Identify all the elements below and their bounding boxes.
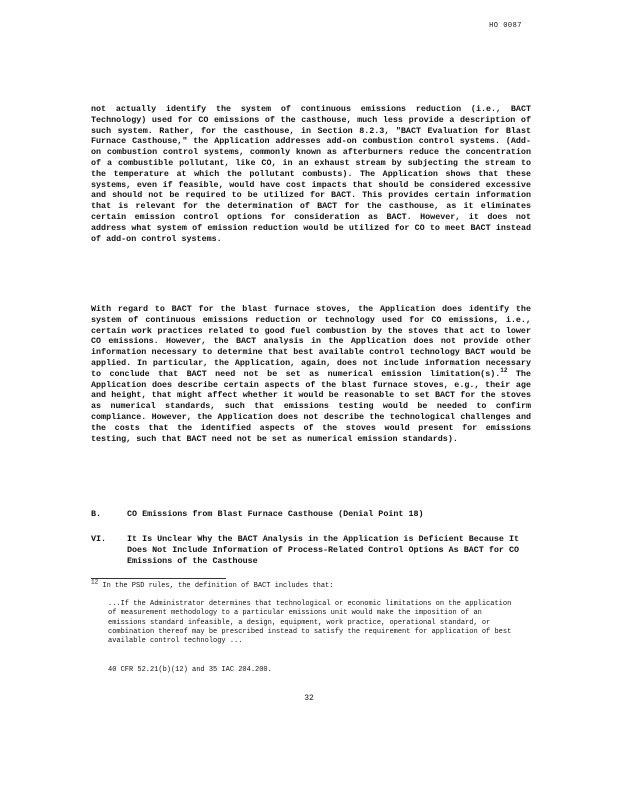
footnote-divider <box>91 578 226 579</box>
section-vi-number: VI. <box>91 534 107 544</box>
footnote-intro-text: In the PSD rules, the definition of BACT includes that: <box>98 582 334 590</box>
footnote-citation: 40 CFR 52.21(b)(12) and 35 IAC 204.200. <box>108 666 272 674</box>
body-paragraph-stoves <box>91 304 531 444</box>
footnote-quote: ...If the Administrator determines that technological or economic limitations on the application of measurement methodology to a particular emissions unit would make the imposition of an emissions standard infeasible, a design, equipment, work practice, operational standard, or combination thereof may be prescribed instead to satisfy the requirement for application of best available control technology ... <box>108 600 512 646</box>
body-paragraph-casthouse: not actually identify the system of continuous emissions reduction (i.e., BACT Technology) used for CO emissions of the casthouse, much less provide a description of such system. Rather, for the casthouse, in Section 8.2.3, "BACT Evaluation for Blast Furnace Casthouse," the Application addresses add-on combustion control systems. (Add-on combustion control systems, commonly known as afterburners reduce the concentration of a combustible pollutant, like CO, in an exhaust stream by subjecting the stream to the temperature at which the pollutant combusts). The Application shows that these systems, even if feasible, would have cost impacts that should be considered excessive and should not be required to be utilized for BACT. This provides certain information that is relevant for the determination of BACT for the casthouse, as it eliminates certain emission control options for consideration as BACT. However, it does not address what system of emission reduction would be utilized for CO to meet BACT instead of add-on control systems. <box>91 104 531 244</box>
section-vi-title: It Is Unclear Why the BACT Analysis in the Application is Deficient Because It Does Not Include Information of Process-Related Control Options As BACT for CO Emissions of the Casthouse <box>127 534 520 566</box>
section-heading-b <box>91 509 424 520</box>
footnote-intro <box>91 578 531 591</box>
section-heading-vi <box>91 534 531 566</box>
stoves-text-part1: With regard to BACT for the blast furnace stoves, the Application does identify the system of continuous emissions reduction or technology used for CO emissions, i.e., certain work practices related to good fuel combustion by the stoves that act to lower CO emissions. However, the BACT analysis in the Application does not provide other information necessary to determine that best available control technology BACT would be applied. In particular, the Application, again, does not include information necessary to conclude that BACT need not be set as numerical emission limitation(s). <box>91 304 531 379</box>
page-number: 32 <box>304 694 314 703</box>
document-id-header: HO 0087 <box>489 22 522 30</box>
section-b-title: CO Emissions from Blast Furnace Casthouse (Denial Point 18) <box>127 509 424 519</box>
section-b-number: B. <box>91 509 102 519</box>
footnote-mark: 12 <box>91 578 99 586</box>
footnote-reference-mark[interactable]: 12 <box>500 366 508 374</box>
stoves-text-part2: The Application does describe certain aspects of the blast furnace stoves, e.g., their age and height, that might affect whether it would be reasonable to set BACT for the stoves as numerical standards, such that emissions testing would be needed to confirm compliance. However, the Application does not describe the technological challenges and the costs that the identified aspects of the stoves would present for emissions testing, such that BACT need not be set as numerical emission standards). <box>91 368 531 444</box>
